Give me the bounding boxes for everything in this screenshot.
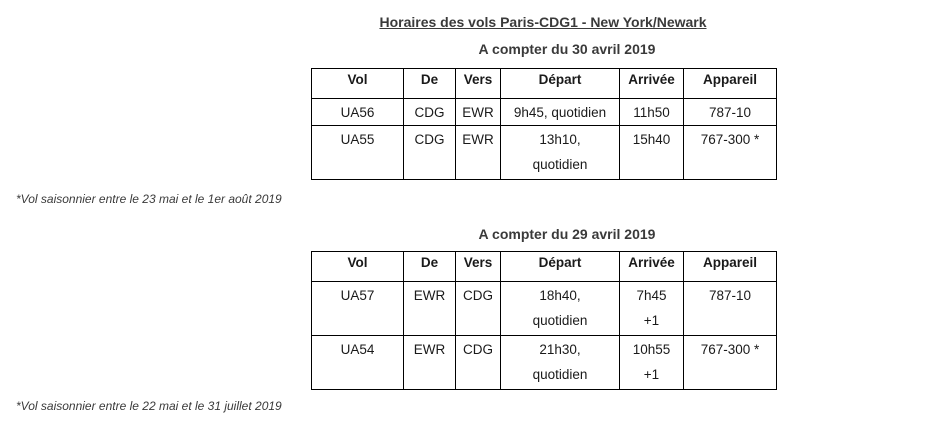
cell-vol: UA54 [312,336,404,390]
cell-de: EWR [404,282,456,336]
cell-vol: UA57 [312,282,404,336]
section-heading: A compter du 29 avril 2019 [478,226,656,242]
page-title: Horaires des vols Paris-CDG1 - New York/Newark [379,14,707,30]
cell-de: CDG [404,99,456,126]
column-header-de: De [404,252,456,282]
column-header-depart: Départ [501,252,620,282]
cell-arrivee: 7h45 +1 [620,282,684,336]
column-header-vers: Vers [456,69,501,99]
column-header-depart: Départ [501,69,620,99]
column-header-de: De [404,69,456,99]
column-header-arrivee: Arrivée [620,69,684,99]
column-header-vol: Vol [312,69,404,99]
cell-appareil: 787-10 [684,99,777,126]
cell-arrivee: 15h40 [620,126,684,180]
cell-arrivee: 10h55 +1 [620,336,684,390]
cell-vers: CDG [456,282,501,336]
section-heading: A compter du 30 avril 2019 [478,41,656,57]
table-row [312,336,777,390]
flight-schedule-table [311,251,777,390]
cell-depart: 21h30, quotidien [501,336,620,390]
cell-arrivee: 11h50 [620,99,684,126]
flight-schedule-table [311,68,777,180]
cell-appareil: 767-300 * [684,126,777,180]
column-header-appareil: Appareil [684,69,777,99]
cell-depart: 18h40, quotidien [501,282,620,336]
table-row [312,99,777,126]
footnote: *Vol saisonnier entre le 23 mai et le 1er août 2019 [16,192,282,206]
table-row [312,126,777,180]
footnote: *Vol saisonnier entre le 22 mai et le 31 juillet 2019 [16,399,282,413]
cell-vol: UA55 [312,126,404,180]
table-header-row [312,252,777,282]
cell-depart: 9h45, quotidien [501,99,620,126]
column-header-vol: Vol [312,252,404,282]
cell-depart: 13h10, quotidien [501,126,620,180]
column-header-arrivee: Arrivée [620,252,684,282]
cell-appareil: 767-300 * [684,336,777,390]
cell-de: EWR [404,336,456,390]
cell-vol: UA56 [312,99,404,126]
table-row [312,282,777,336]
cell-vers: CDG [456,336,501,390]
table-header-row [312,69,777,99]
cell-vers: EWR [456,126,501,180]
column-header-appareil: Appareil [684,252,777,282]
cell-de: CDG [404,126,456,180]
cell-vers: EWR [456,99,501,126]
column-header-vers: Vers [456,252,501,282]
cell-appareil: 787-10 [684,282,777,336]
